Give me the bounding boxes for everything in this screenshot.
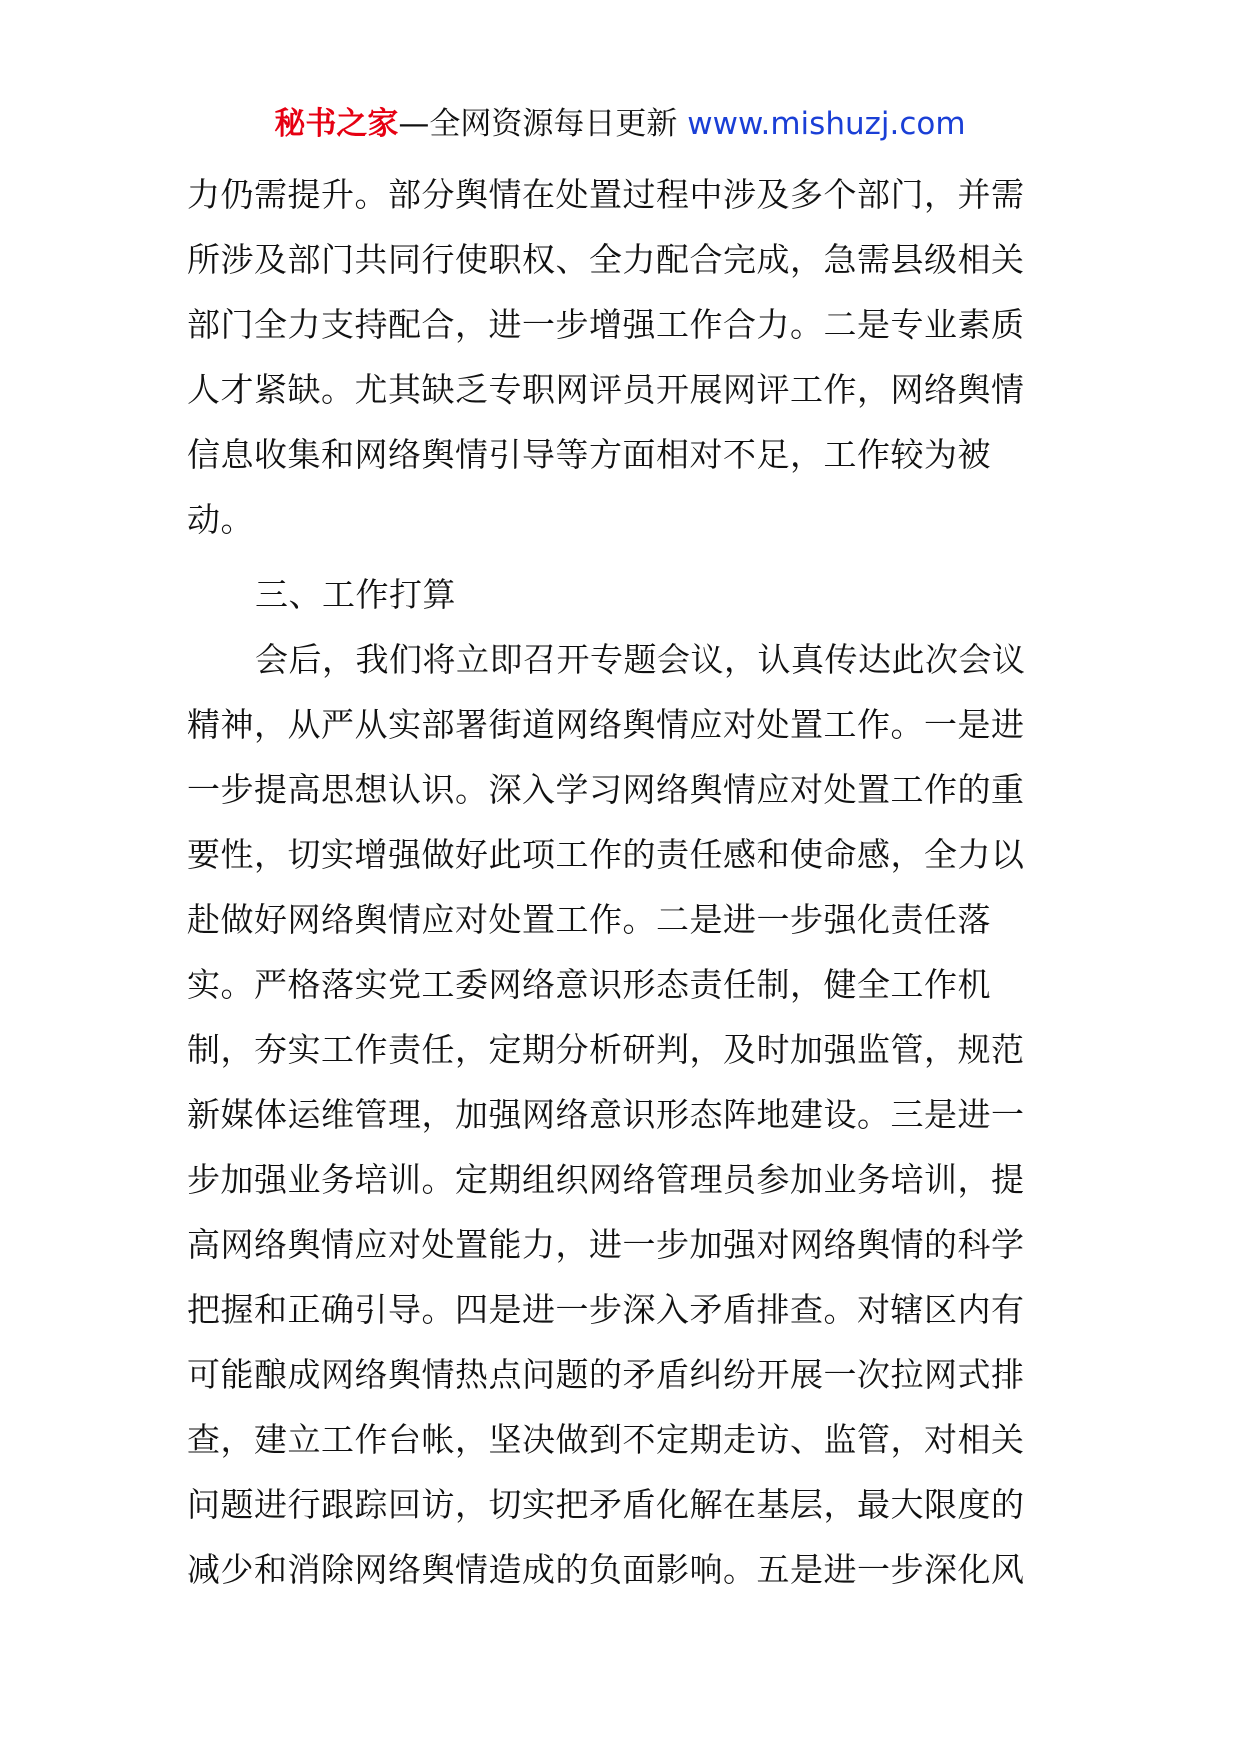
text-line: 可能酿成网络舆情热点问题的矛盾纠纷开展一次拉网式排 bbox=[187, 1355, 1025, 1394]
header-url-link[interactable]: www.mishuzj.com bbox=[687, 106, 966, 142]
text-line: 新媒体运维管理，加强网络意识形态阵地建设。三是进一 bbox=[187, 1095, 1025, 1134]
text-line: 减少和消除网络舆情造成的负面影响。五是进一步深化风 bbox=[187, 1550, 1025, 1589]
text-line: 要性，切实增强做好此项工作的责任感和使命感，全力以 bbox=[187, 835, 1025, 874]
text-line: 所涉及部门共同行使职权、全力配合完成，急需县级相关 bbox=[187, 240, 1025, 279]
text-line: 实。严格落实党工委网络意识形态责任制，健全工作机 bbox=[187, 965, 991, 1004]
paragraph-1 bbox=[187, 162, 1053, 552]
text-line: 赴做好网络舆情应对处置工作。二是进一步强化责任落 bbox=[187, 900, 991, 939]
text-line: 把握和正确引导。四是进一步深入矛盾排查。对辖区内有 bbox=[187, 1290, 1025, 1329]
text-line: 动。 bbox=[187, 500, 254, 539]
text-line: 查，建立工作台帐，坚决做到不定期走访、监管，对相关 bbox=[187, 1420, 1025, 1459]
document-body bbox=[187, 162, 1053, 1602]
header-slogan: —全网资源每日更新 bbox=[398, 106, 688, 142]
paragraph-gap bbox=[187, 552, 1053, 562]
text-line: 部门全力支持配合，进一步增强工作合力。二是专业素质 bbox=[187, 305, 1025, 344]
paragraph-2 bbox=[187, 627, 1053, 1602]
text-line: 力仍需提升。部分舆情在处置过程中涉及多个部门，并需 bbox=[187, 175, 1025, 214]
header-brand: 秘书之家 bbox=[274, 106, 399, 142]
text-line: 高网络舆情应对处置能力，进一步加强对网络舆情的科学 bbox=[187, 1225, 1025, 1264]
text-line: 信息收集和网络舆情引导等方面相对不足，工作较为被 bbox=[187, 435, 991, 474]
text-line: 人才紧缺。尤其缺乏专职网评员开展网评工作，网络舆情 bbox=[187, 370, 1025, 409]
text-line: 问题进行跟踪回访，切实把矛盾化解在基层，最大限度的 bbox=[187, 1485, 1025, 1524]
text-line: 精神，从严从实部署街道网络舆情应对处置工作。一是进 bbox=[187, 705, 1025, 744]
text-line: 一步提高思想认识。深入学习网络舆情应对处置工作的重 bbox=[187, 770, 1025, 809]
text-line: 步加强业务培训。定期组织网络管理员参加业务培训，提 bbox=[187, 1160, 1025, 1199]
section-heading: 三、工作打算 bbox=[255, 575, 456, 614]
text-line: 会后，我们将立即召开专题会议，认真传达此次会议 bbox=[255, 640, 1026, 679]
page-header bbox=[0, 104, 1240, 144]
text-line: 制，夯实工作责任，定期分析研判，及时加强监管，规范 bbox=[187, 1030, 1025, 1069]
